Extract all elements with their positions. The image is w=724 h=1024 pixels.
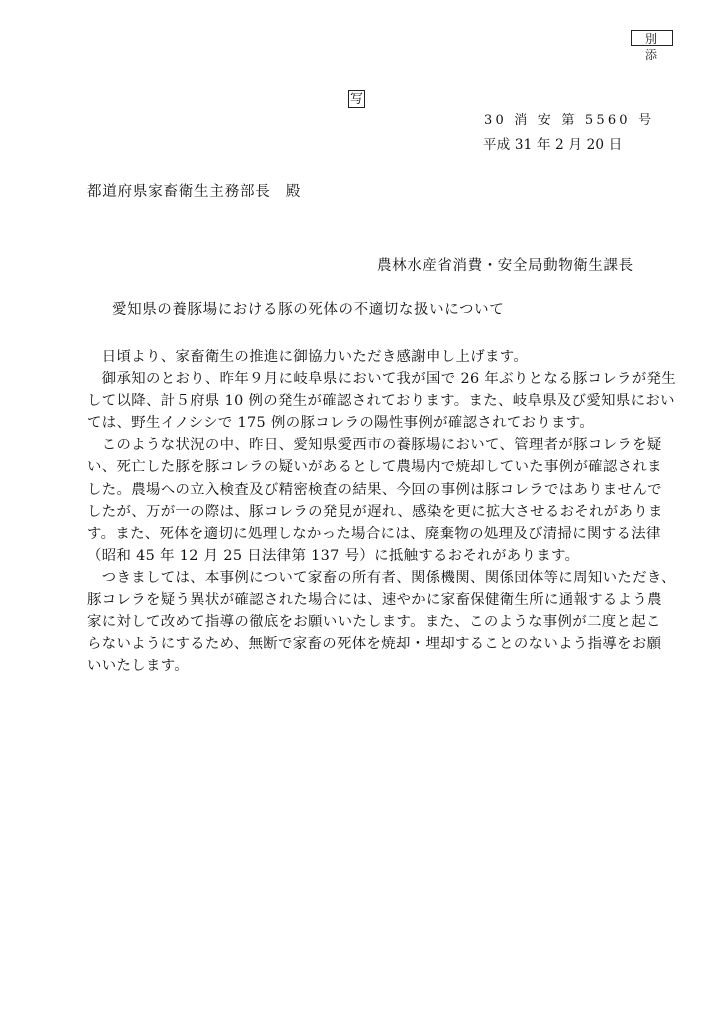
body-line: す。また、死体を適切に処理しなかった場合には、廃棄物の処理及び清掃に関する法律 — [87, 525, 661, 542]
document-date: 平成 31 年 2 月 20 日 — [483, 137, 623, 153]
body-line: 家に対して改めて指導の徹底をお願いいたします。また、このような事例が二度と起こ — [87, 614, 661, 631]
body-line: いいたします。 — [87, 658, 190, 675]
body-line: 御承知のとおり、昨年９月に岐阜県において我が国で 26 年ぶりとなる豚コレラが発生 — [87, 371, 677, 388]
document-number: 30 消 安 第 5560 号 — [484, 113, 655, 128]
body-line: らないようにするため、無断で家畜の死体を焼却・埋却することのないよう指導をお願 — [87, 636, 662, 653]
body-line: （昭和 45 年 12 月 25 日法律第 137 号）に抵触するおそれがあります。 — [87, 547, 580, 564]
recipient: 都道府県家畜衛生主務部長 殿 — [87, 184, 302, 200]
attachment-label: 別 添 — [631, 30, 673, 46]
body-line: したが、万が一の際は、豚コレラの発見が遅れ、感染を更に拡大させるおそれがありま — [87, 503, 663, 520]
sender: 農林水産省消費・安全局動物衛生課長 — [377, 258, 634, 274]
body-line: ては、野生イノシシで 175 例の豚コレラの陽性事例が確認されております。 — [87, 415, 595, 432]
body-line: して以降、計５府県 10 例の発生が確認されております。また、岐阜県及び愛知県におい — [87, 393, 675, 410]
body-line: した。農場への立入検査及び精密検査の結果、今回の事例は豚コレラではありませんで — [87, 481, 662, 498]
body-line: い、死亡した豚を豚コレラの疑いがあるとして農場内で焼却していた事例が確認されま — [87, 459, 662, 476]
body-text — [87, 346, 677, 677]
body-line: 日頃より、家畜衛生の推進に御協力いただき感謝申し上げます。 — [87, 349, 529, 365]
subject-title: 愛知県の養豚場における豚の死体の不適切な扱いについて — [112, 302, 505, 318]
body-line: つきましては、本事例について家畜の所有者、関係機関、関係団体等に周知いただき、 — [87, 569, 676, 586]
body-line: このような状況の中、昨日、愛知県愛西市の養豚場において、管理者が豚コレラを疑 — [87, 437, 662, 454]
copy-mark: 写 — [349, 92, 363, 107]
body-line: 豚コレラを疑う異状が確認された場合には、速やかに家畜保健衛生所に通報するよう農 — [87, 592, 662, 609]
